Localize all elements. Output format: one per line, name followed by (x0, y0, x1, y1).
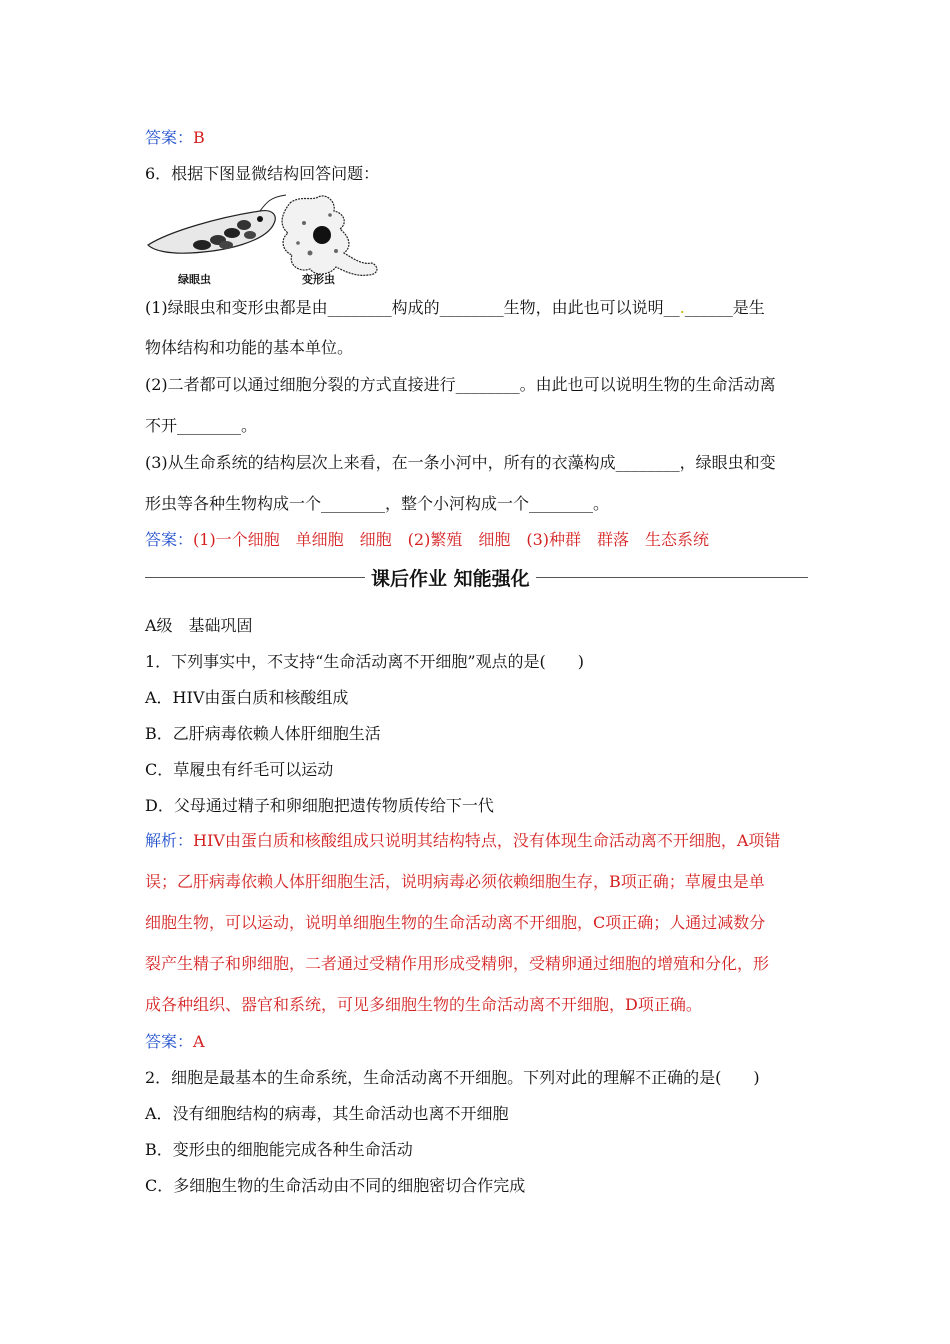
q6-part2-line1: (2)二者都可以通过细胞分裂的方式直接进行________。由此也可以说明生物的生命活动离 (145, 375, 776, 394)
analysis-text: HIV由蛋白质和核酸组成只说明其结构特点，没有体现生命活动离不开细胞，A项错 (193, 831, 781, 850)
q2-option-b: B．变形虫的细胞能完成各种生命活动 (145, 1140, 413, 1159)
q6-part3-line2: 形虫等各种生物构成一个________，整个小河构成一个________。 (145, 494, 610, 513)
euglena-caption: 绿眼虫 (178, 273, 211, 286)
q1-analysis-line5: 成各种组织、器官和系统，可见多细胞生物的生命活动离不开细胞，D项正确。 (145, 995, 702, 1014)
answer-value: A (193, 1032, 205, 1051)
answer-value: B (193, 128, 205, 147)
amoeba-caption: 变形虫 (302, 273, 335, 286)
euglena-drawing (148, 195, 286, 253)
q1-analysis-line4: 裂产生精子和卵细胞，二者通过受精作用形成受精卵，受精卵通过细胞的增殖和分化，形 (145, 954, 770, 973)
level-heading: A级 基础巩固 (145, 616, 253, 635)
q2-option-a: A．没有细胞结构的病毒，其生命活动也离不开细胞 (145, 1104, 509, 1123)
q1-option-a: A．HIV由蛋白质和核酸组成 (145, 688, 349, 707)
section-title: 课后作业 知能强化 (365, 564, 536, 591)
q1-analysis-line1 (145, 831, 780, 851)
answer-value: (1)一个细胞 单细胞 细胞 (2)繁殖 细胞 (3)种群 群落 生态系统 (193, 530, 710, 549)
q6-part1-dot: . (679, 298, 685, 317)
answer-label: 答案： (145, 530, 194, 549)
answer-label: 答案： (145, 1032, 194, 1051)
question-2-stem: 2．细胞是最基本的生命系统，生命活动离不开细胞。下列对此的理解不正确的是( ) (145, 1068, 760, 1087)
q1-answer (145, 1032, 205, 1052)
q6-part3-line1: (3)从生命系统的结构层次上来看，在一条小河中，所有的衣藻构成________，绿眼虫和变 (145, 453, 776, 472)
q1-option-d: D．父母通过精子和卵细胞把遗传物质传给下一代 (145, 796, 494, 815)
question-1-stem: 1．下列事实中，不支持“生命活动离不开细胞”观点的是( ) (145, 652, 585, 671)
q6-answer (145, 530, 709, 550)
analysis-label: 解析： (145, 831, 194, 850)
q6-part1-line1 (145, 298, 765, 318)
q1-option-b: B．乙肝病毒依赖人体肝细胞生活 (145, 724, 381, 743)
q6-part1-text: (1)绿眼虫和变形虫都是由________构成的________生物，由此也可以说明__ (145, 298, 680, 317)
answer-label: 答案： (145, 128, 194, 147)
answer-5 (145, 128, 205, 148)
q6-part1-tail: ______是生 (684, 298, 765, 317)
question-6-stem: 6．根据下图显微结构回答问题： (145, 164, 380, 183)
section-divider (145, 564, 808, 590)
q6-part1-line2: 物体结构和功能的基本单位。 (145, 338, 354, 357)
q1-option-c: C．草履虫有纤毛可以运动 (145, 760, 334, 779)
microscope-figure (140, 193, 400, 288)
q1-analysis-line3: 细胞生物，可以运动，说明单细胞生物的生命活动离不开细胞，C项正确；人通过减数分 (145, 913, 766, 932)
q1-analysis-line2: 误；乙肝病毒依赖人体肝细胞生活，说明病毒必须依赖细胞生存，B项正确；草履虫是单 (145, 872, 765, 891)
amoeba-drawing (282, 196, 377, 275)
q6-part2-line2: 不开________。 (145, 416, 258, 435)
q2-option-c: C．多细胞生物的生命活动由不同的细胞密切合作完成 (145, 1176, 526, 1195)
